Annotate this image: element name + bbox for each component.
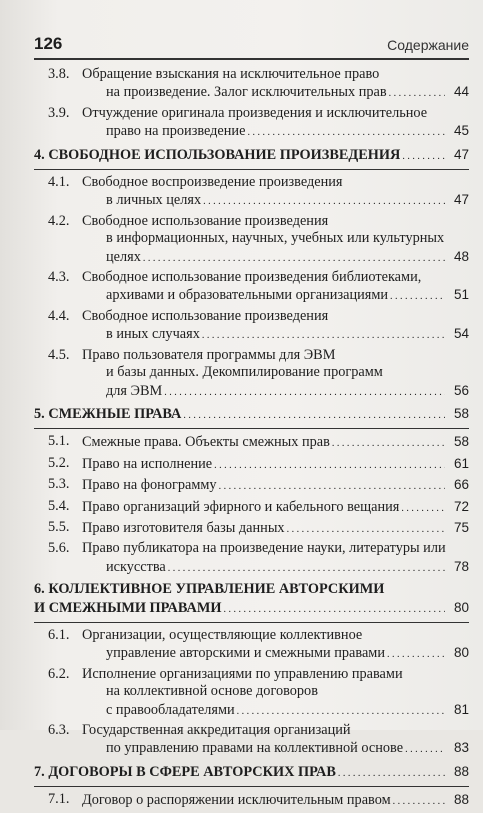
toc-line [82,105,469,122]
toc-line [82,540,469,557]
toc-line-text [106,740,403,757]
toc-title-text: Свободное воспроизведение произведения [82,174,343,191]
running-header [34,34,469,60]
toc-line-text [82,269,421,285]
toc-page-number: 47 [453,146,469,162]
toc-page-number: 54 [453,326,469,342]
toc-line-text [82,174,343,190]
toc-title-text: управление авторскими и смежными правами [106,645,385,662]
toc-line-text [82,66,379,82]
toc-number: 7.1. [48,791,70,808]
toc-chapter [34,146,469,165]
toc-line [82,739,469,758]
toc-line-text [82,627,362,643]
toc-number: 6.3. [48,722,70,738]
toc-entry [34,269,469,306]
toc-title-text: и базы данных. Декомпилирование программ [106,364,383,381]
toc-title-text: целях [106,248,141,265]
dot-leader [202,326,445,344]
toc-line [82,476,469,495]
toc-title-text: Отчуждение оригинала произведения и исключительное [82,104,428,121]
dot-leader [401,499,445,517]
toc-line [34,146,469,165]
toc-line-text [34,600,221,617]
toc-title-text: Свободное использование произведения [82,212,329,229]
toc-line [82,364,469,381]
toc-number: 4.4. [48,307,70,324]
toc-line-text [106,84,387,101]
toc-line [82,213,469,230]
toc-title-text: Право пользователя программы для ЭВМ [82,346,336,363]
toc-entry [34,66,469,103]
toc-entry [34,347,469,401]
dot-leader [183,406,445,424]
toc-line [82,122,469,141]
toc-number: 5.2. [48,454,70,471]
toc-entry [34,174,469,211]
toc-line-text [82,520,285,537]
toc-title-text: в личных целях [106,192,202,209]
toc-title-text: в информационных, научных, учебных или культурных [106,230,445,247]
toc-page-number: 51 [453,287,469,303]
toc-title-text: Право на фонограмму [82,477,217,494]
toc-line-text [82,456,212,473]
toc-line-text [106,645,385,662]
toc-title-text: архивами и образовательными организациями [106,287,389,304]
toc-line [82,701,469,720]
toc-line [82,382,469,401]
table-of-contents [34,66,469,813]
toc-number: 3.9. [48,104,70,121]
toc-page-number: 80 [453,599,469,615]
toc-title-text: в иных случаях [106,326,200,343]
toc-line-text [106,364,383,380]
toc-line [82,191,469,210]
toc-page-number: 81 [453,701,469,717]
toc-title-text: по управлению правами на коллективной основе [106,740,404,757]
toc-page-number: 58 [453,434,469,450]
toc-line-text [82,540,446,556]
toc-number: 5.4. [48,497,70,514]
toc-line [82,433,469,452]
dot-leader [387,645,445,663]
toc-title-text: Смежные права. Объекты смежных прав [82,434,330,451]
toc-chapter [34,405,469,424]
toc-number: 5.1. [48,433,70,450]
toc-line [82,722,469,739]
dot-leader [223,600,445,618]
toc-number: 6.2. [48,665,70,682]
toc-number: 5.5. [48,518,70,535]
toc-entry [34,498,469,517]
toc-page-number: 66 [453,477,469,493]
toc-title-text: Организации, осуществляющие коллективное [82,626,363,643]
toc-entry [34,519,469,538]
toc-line-text [34,581,384,597]
toc-line [82,791,469,810]
toc-line-text [82,434,330,451]
toc-line [82,498,469,517]
toc-number: 4.1. [48,174,70,191]
toc-line-text [82,722,351,738]
toc-title-text: для ЭВМ [106,382,163,399]
toc-title-text: Право публикатора на произведение науки, литературы или [82,540,446,557]
toc-title-text: Исполнение организациями по управлению правами [82,665,403,682]
toc-line-text [106,287,388,304]
toc-line-text [106,559,166,576]
toc-title-text: Право организаций эфирного и кабельного вещания [82,498,400,515]
dot-leader [405,740,445,758]
toc-line [82,519,469,538]
toc-line-text [106,326,200,343]
toc-line [82,248,469,267]
toc-page-number: 72 [453,498,469,514]
toc-line [82,230,469,247]
toc-title-text: Право изготовителя базы данных [82,519,285,536]
toc-page-number: 44 [453,84,469,100]
toc-line [82,286,469,305]
toc-line [82,644,469,663]
toc-title-text: КОЛЛЕКТИВНОЕ УПРАВЛЕНИЕ АВТОРСКИМИ [48,581,385,598]
toc-title-text: И СМЕЖНЫМИ ПРАВАМИ [34,599,222,616]
toc-page-number: 75 [453,519,469,535]
toc-page-number: 48 [453,248,469,264]
dot-leader [390,287,445,305]
toc-number: 7. [34,763,45,780]
toc-title-text: на коллективной основе договоров [106,683,318,700]
toc-title-text: СМЕЖНЫЕ ПРАВА [48,405,182,422]
toc-line-text [82,308,328,324]
toc-number: 5.3. [48,476,70,493]
toc-number: 4.3. [48,269,70,286]
toc-line-text [106,383,162,400]
toc-line [82,325,469,344]
toc-line-text [82,347,335,363]
toc-line [82,269,469,286]
toc-entry [34,455,469,474]
toc-entry [34,476,469,495]
page-number: 126 [34,34,63,53]
toc-title-text: на произведение. Залог исключительных прав [106,84,387,101]
toc-line [82,455,469,474]
toc-number: 6.1. [48,626,70,643]
toc-line [82,66,469,83]
toc-entry [34,666,469,720]
toc-line [82,347,469,364]
toc-line [82,558,469,577]
toc-entry [34,213,469,267]
dot-leader [389,84,445,102]
toc-line-text [106,683,318,699]
dot-leader [287,520,445,538]
toc-line [34,763,469,782]
toc-entry [34,791,469,810]
toc-title-text: Государственная аккредитация организаций [82,722,351,738]
toc-page-number: 88 [453,763,469,779]
toc-title-text: ДОГОВОРЫ В СФЕРЕ АВТОРСКИХ ПРАВ [48,763,336,780]
toc-entry [34,627,469,664]
toc-line [34,599,469,618]
dot-leader [219,477,445,495]
dot-leader [203,192,445,210]
toc-title-text: искусства [106,558,166,575]
toc-line-text [106,192,201,209]
toc-line-text [82,792,391,809]
toc-line-text [82,213,328,229]
toc-page-number: 56 [453,382,469,398]
dot-leader [168,559,445,577]
toc-number: 4. [34,146,45,163]
toc-line-text [34,764,336,781]
toc-line [82,174,469,191]
toc-line [82,83,469,102]
toc-entry [34,722,469,759]
toc-page-number: 47 [453,192,469,208]
dot-leader [143,249,445,267]
toc-line-text [82,105,427,121]
toc-line [34,405,469,424]
toc-page-number: 83 [453,740,469,756]
toc-line [82,627,469,644]
toc-line-text [106,123,245,140]
toc-line-text [34,147,400,164]
toc-line-text [106,230,444,246]
toc-line-text [82,666,403,682]
toc-page-number: 80 [453,645,469,661]
toc-line-text [34,406,181,423]
toc-number: 4.2. [48,212,70,229]
dot-leader [402,147,445,165]
toc-line-text [106,702,235,719]
toc-chapter [34,763,469,782]
toc-line [82,308,469,325]
toc-title-text: Право на исполнение [82,455,213,472]
toc-number: 6. [34,581,45,598]
toc-line [82,666,469,683]
toc-title-text: Свободное использование произведения библиотеками, [82,269,422,286]
toc-page-number: 61 [453,455,469,471]
toc-entry [34,540,469,577]
toc-number: 3.8. [48,66,70,82]
toc-title-text: с правообладателями [106,701,235,718]
toc-title-text: СВОБОДНОЕ ИСПОЛЬЗОВАНИЕ ПРОИЗВЕДЕНИЯ [48,146,401,163]
toc-line [34,581,469,598]
dot-leader [332,434,445,452]
toc-page-number: 58 [453,405,469,421]
toc-chapter [34,581,469,618]
toc-number: 4.5. [48,346,70,363]
toc-page-number: 45 [453,123,469,139]
toc-title-text: Свободное использование произведения [82,307,329,324]
toc-line-text [82,499,399,516]
dot-leader [214,456,445,474]
toc-page-number: 88 [453,792,469,808]
toc-entry [34,308,469,345]
toc-line [82,683,469,700]
running-title: Содержание [387,37,469,53]
toc-page-number: 78 [453,558,469,574]
toc-number: 5.6. [48,540,70,557]
dot-leader [247,123,445,141]
toc-entry [34,433,469,452]
toc-title-text: Договор о распоряжении исключительным правом [82,792,391,809]
dot-leader [393,792,445,810]
dot-leader [237,702,445,720]
toc-title-text: Обращение взыскания на исключительное право [82,66,380,82]
toc-title-text: право на произведение [106,123,246,140]
toc-line-text [106,249,141,266]
dot-leader [164,383,445,401]
toc-line-text [82,477,217,494]
toc-number: 5. [34,405,45,422]
dot-leader [338,764,445,782]
toc-entry [34,105,469,142]
